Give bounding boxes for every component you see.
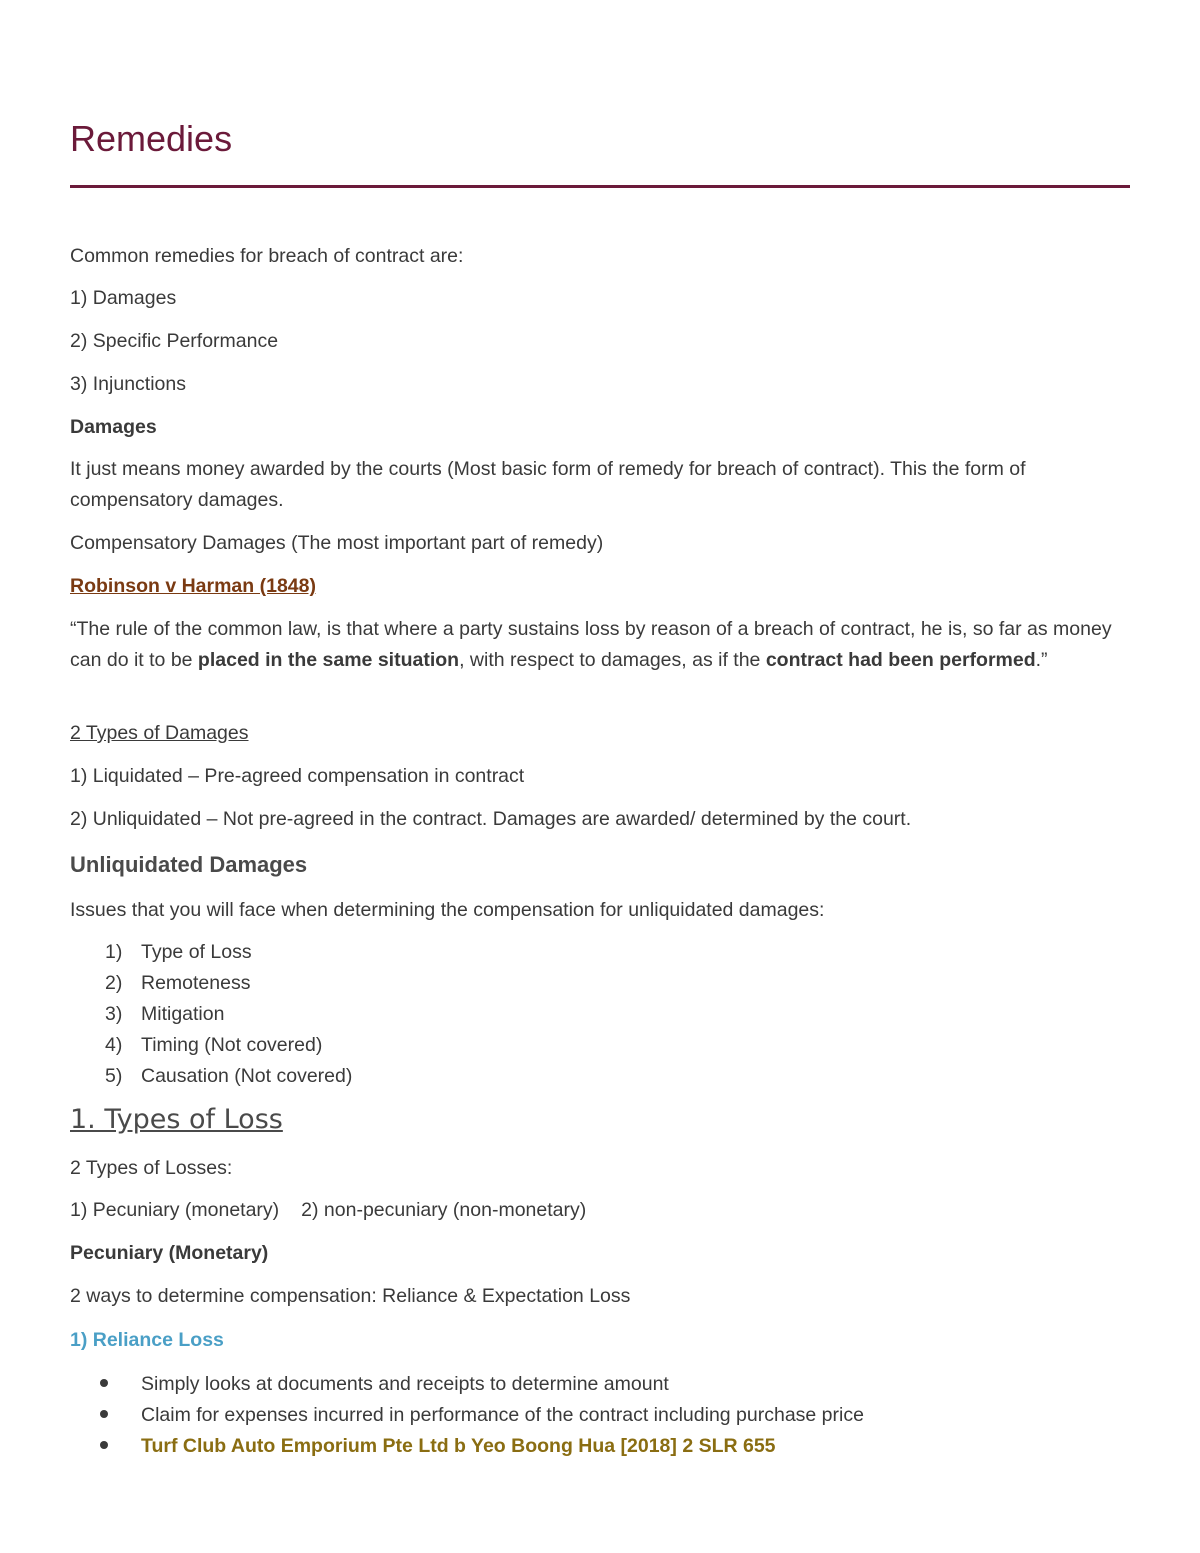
quote-text: , with respect to damages, as if the	[459, 649, 766, 671]
loss-type-item: 1) Pecuniary (monetary)	[70, 1199, 280, 1221]
issues-list	[105, 937, 352, 1092]
types-of-loss-heading: 1. Types of Loss	[70, 1104, 283, 1135]
reliance-bullets	[100, 1369, 864, 1462]
list-item: 5) Causation (Not covered)	[105, 1065, 353, 1087]
bullet-icon	[100, 1379, 108, 1387]
list-item: Claim for expenses incurred in performance of the contract including purchase price	[100, 1400, 864, 1431]
case-link[interactable]: Robinson v Harman (1848)	[70, 575, 316, 597]
loss-types-row	[70, 1195, 586, 1226]
unliquidated-heading: Unliquidated Damages	[70, 852, 308, 877]
compensation-ways-text: 2 ways to determine compensation: Reliance & Expectation Loss	[70, 1285, 631, 1307]
list-item: 3) Mitigation	[105, 1003, 225, 1025]
pecuniary-heading: Pecuniary (Monetary)	[70, 1242, 269, 1264]
page-title: Remedies	[70, 118, 233, 159]
quote-emphasis: contract had been performed	[765, 649, 1036, 671]
robinson-quote	[70, 614, 1135, 676]
types-of-loss-intro: 2 Types of Losses:	[70, 1157, 233, 1179]
bullet-icon	[100, 1410, 108, 1418]
case-robinson-harman[interactable]	[70, 571, 316, 602]
types-of-damages-heading: 2 Types of Damages	[70, 722, 249, 744]
remedy-item: 2) Specific Performance	[70, 330, 279, 352]
list-item	[100, 1431, 864, 1462]
quote-text: “The rule of the common law, is that where a party sustains loss by reason of a breach of contract, he is, so far as money can do it to be	[70, 618, 1112, 671]
remedy-item: 3) Injunctions	[70, 373, 186, 395]
damages-type-item: 2) Unliquidated – Not pre-agreed in the contract. Damages are awarded/ determined by the court.	[70, 808, 912, 830]
quote-text: .”	[1035, 649, 1048, 671]
damages-type-item: 1) Liquidated – Pre-agreed compensation in contract	[70, 765, 525, 787]
title-divider	[70, 185, 1130, 188]
list-item: 4) Timing (Not covered)	[105, 1034, 323, 1056]
unliquidated-intro: Issues that you will face when determining the compensation for unliquidated damages:	[70, 899, 825, 921]
list-item: 1) Type of Loss	[105, 941, 252, 963]
quote-emphasis: placed in the same situation	[197, 649, 460, 671]
intro-text: Common remedies for breach of contract are:	[70, 245, 464, 267]
compensatory-text: Compensatory Damages (The most important part of remedy)	[70, 532, 604, 554]
list-item: 2) Remoteness	[105, 972, 251, 994]
reliance-loss-heading: 1) Reliance Loss	[70, 1329, 224, 1351]
damages-heading: Damages	[70, 416, 157, 438]
remedy-item: 1) Damages	[70, 287, 177, 309]
loss-type-item: 2) non-pecuniary (non-monetary)	[301, 1199, 587, 1221]
list-item: Simply looks at documents and receipts to determine amount	[100, 1369, 864, 1400]
bullet-icon	[100, 1441, 108, 1449]
damages-text: It just means money awarded by the courts (Most basic form of remedy for breach of contract). This the form of compensatory damages.	[70, 458, 1026, 511]
case-turf-club: Turf Club Auto Emporium Pte Ltd b Yeo Boong Hua [2018] 2 SLR 655	[141, 1435, 776, 1457]
